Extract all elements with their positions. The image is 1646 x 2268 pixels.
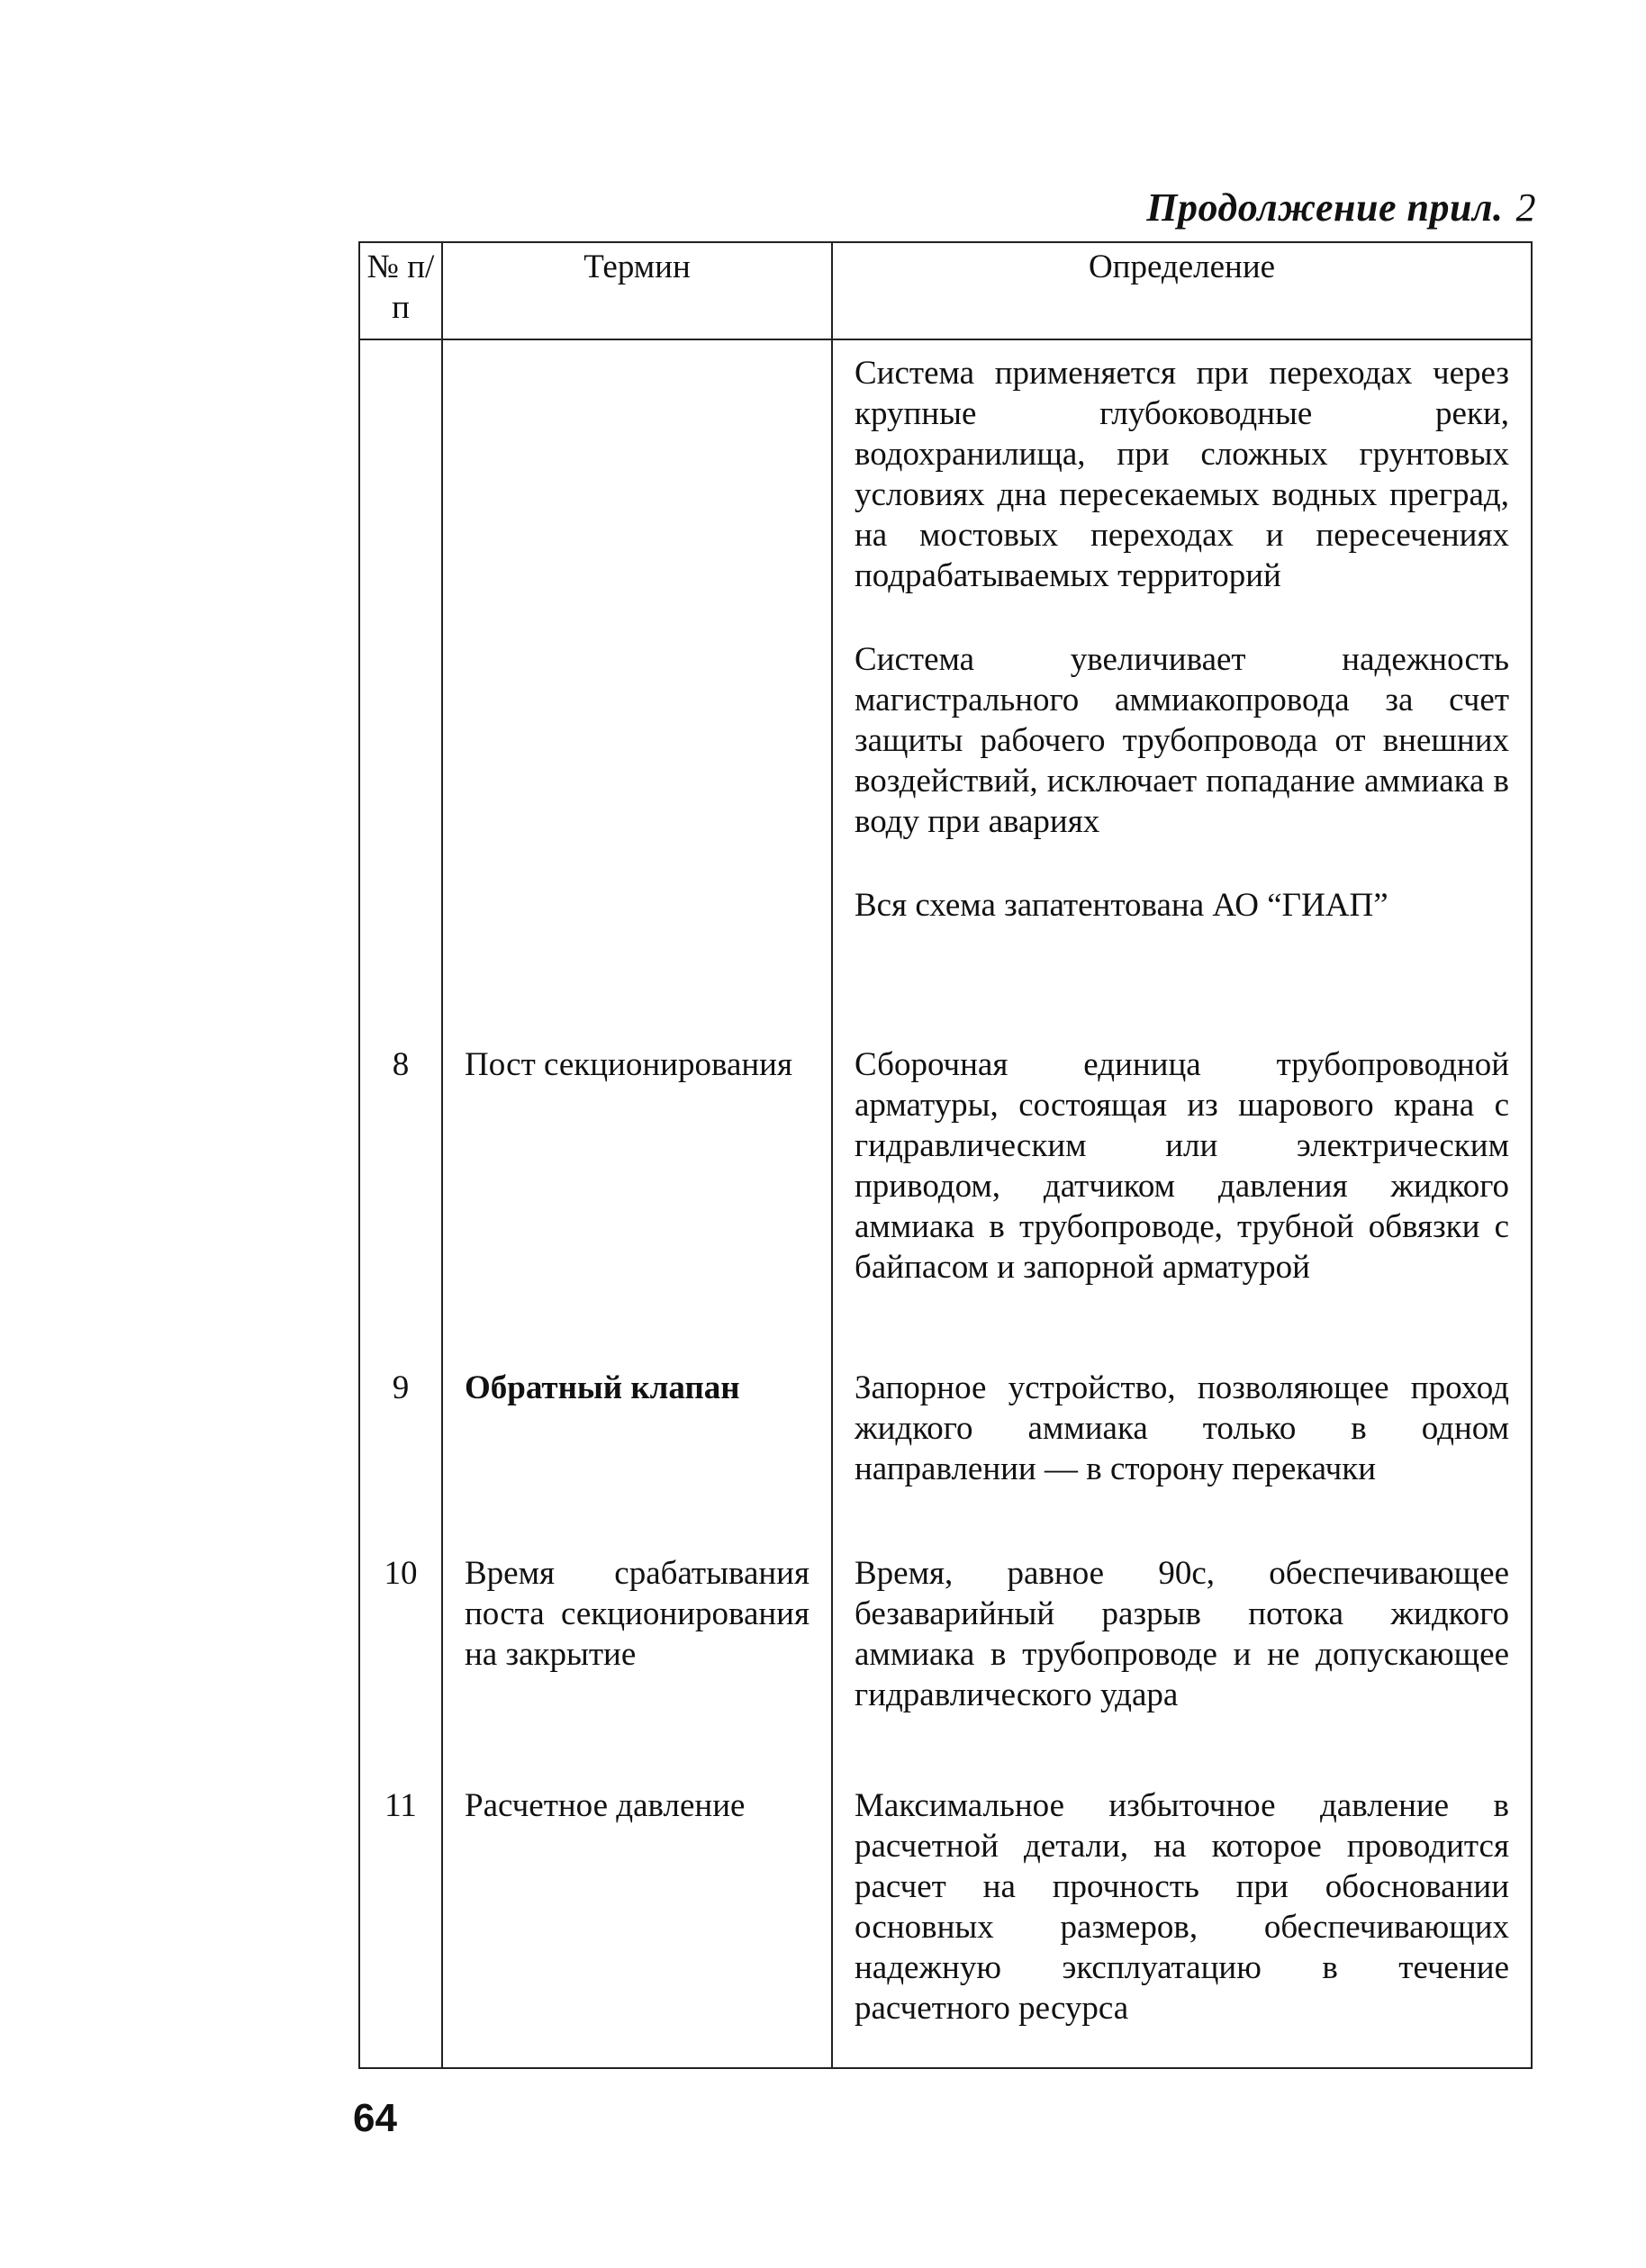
row-number: 9 xyxy=(359,1324,442,1511)
row-number-cell xyxy=(359,339,442,1001)
table-row xyxy=(359,1742,1532,2065)
empty-cell xyxy=(832,2065,1532,2068)
column-header-term: Термин xyxy=(442,242,832,339)
row-definition: Сборочная единица трубопроводной арматуры, состоящая из шарового крана с гидравлическим или электрическим приводом, датчиком давления жидкого аммиака в трубопроводе, трубной обвязки с байпасом и запорной арматурой xyxy=(832,1001,1532,1324)
row-number: 11 xyxy=(359,1742,442,2065)
table-row xyxy=(359,1324,1532,1511)
row-term: Обратный клапан xyxy=(442,1324,832,1511)
definition-paragraph: Система увеличивает надежность магистрального аммиакопровода за счет защиты рабочего трубопровода от внешних воздействий, исключает попадание аммиака в воду при авариях xyxy=(855,641,1509,840)
column-header-definition: Определение xyxy=(832,242,1532,339)
terms-table xyxy=(358,241,1533,2069)
empty-cell xyxy=(359,2065,442,2068)
table-empty-space xyxy=(359,2065,1532,2068)
appendix-number: 2 xyxy=(1515,185,1536,230)
table-row-continued xyxy=(359,339,1532,1001)
row-definition-cell xyxy=(832,339,1532,1001)
row-term-cell xyxy=(442,339,832,1001)
row-number: 8 xyxy=(359,1001,442,1324)
table-header-row xyxy=(359,242,1532,339)
continuation-text: Продолжение прил. xyxy=(1146,185,1504,230)
page-number: 64 xyxy=(353,2096,397,2140)
row-definition: Запорное устройство, позволяющее проход жидкого аммиака только в одном направлении — в сторону перекачки xyxy=(832,1324,1532,1511)
table-header xyxy=(359,242,1532,339)
table-body xyxy=(359,339,1532,2068)
appendix-continuation-heading xyxy=(1146,185,1536,230)
empty-cell xyxy=(442,2065,832,2068)
definition-paragraph: Система применяется при переходах через крупные глубоководные реки, водохранилища, при сложных грунтовых условиях дна пересекаемых водных преград, на мостовых переходах и пересечениях подрабатываемых территорий xyxy=(855,355,1509,594)
column-header-number: № п/п xyxy=(359,242,442,339)
table-row xyxy=(359,1001,1532,1324)
row-number: 10 xyxy=(359,1510,442,1741)
definition-paragraph: Вся схема запатентована АО “ГИАП” xyxy=(855,887,1388,924)
row-definition: Максимальное избыточное давление в расчетной детали, на которое проводится расчет на прочность при обосновании основных размеров, обеспечивающих надежную эксплуатацию в течение расчетного ресурса xyxy=(832,1742,1532,2065)
table-row xyxy=(359,1510,1532,1741)
row-term: Расчетное давление xyxy=(442,1742,832,2065)
row-term: Время срабатывания поста секционирования на закрытие xyxy=(442,1510,832,1741)
row-term: Пост секционирования xyxy=(442,1001,832,1324)
row-definition: Время, равное 90с, обеспечивающее безаварийный разрыв потока жидкого аммиака в трубопроводе и не допускающее гидравлического удара xyxy=(832,1510,1532,1741)
